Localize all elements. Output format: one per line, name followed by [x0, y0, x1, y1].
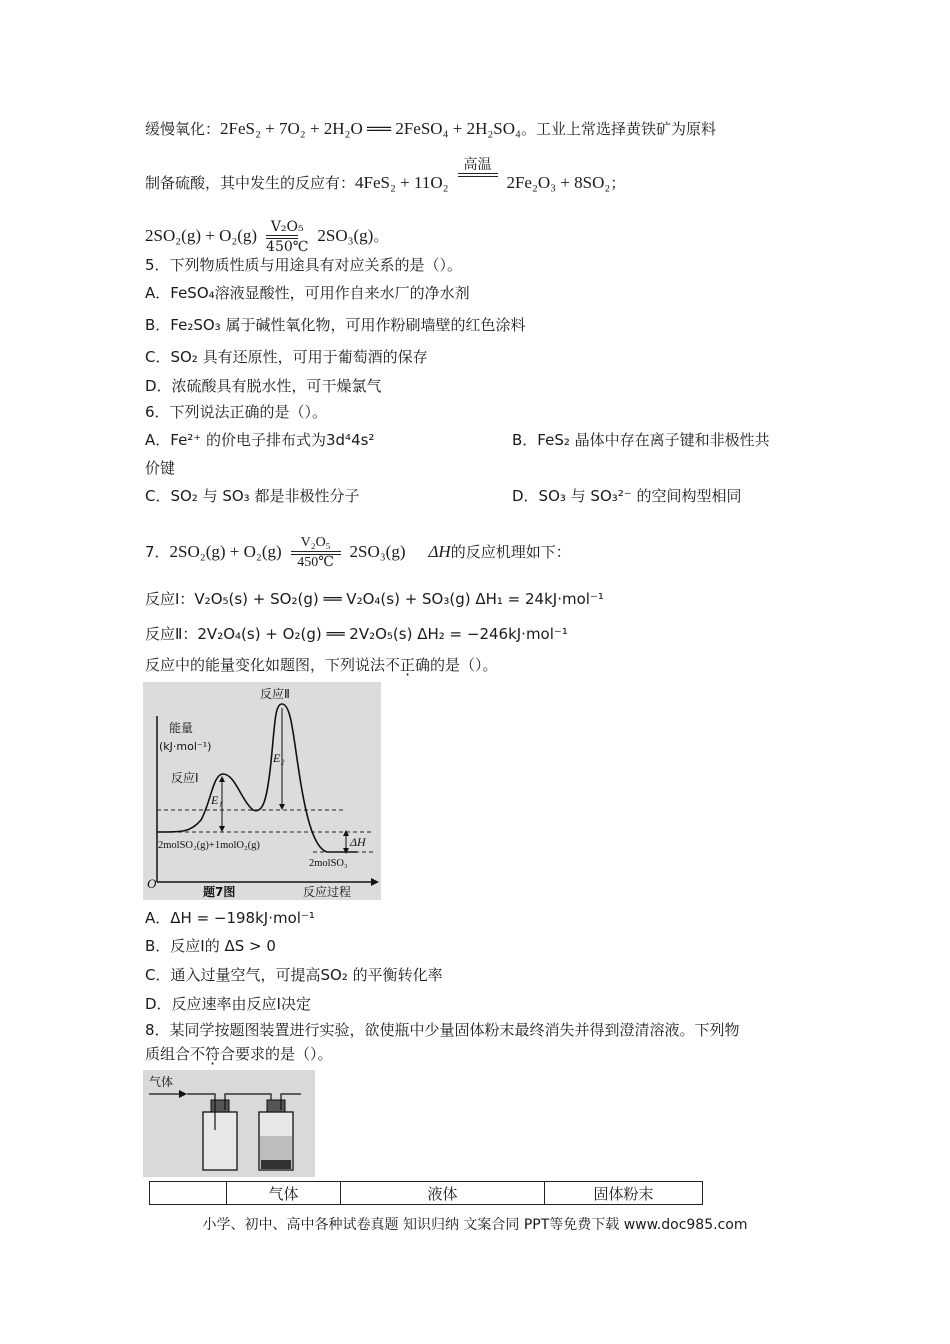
- q8-emphasis-dots: 不符合: [190, 1045, 236, 1063]
- table-row: [150, 1182, 703, 1205]
- x-axis-label: 反应过程: [303, 885, 352, 899]
- q5-option-a: A．FeSO₄溶液显酸性，可用作自来水厂的净水剂: [145, 284, 470, 302]
- q7-option-c: C．通入过量空气，可提高SO₂ 的平衡转化率: [145, 966, 443, 984]
- intro-l2-suffix: ；: [610, 174, 626, 192]
- q6-option-c: C．SO₂ 与 SO₃ 都是非极性分子: [145, 487, 360, 505]
- q7-stem2-b: 的是（）。: [430, 656, 498, 674]
- intro-line-1: [145, 118, 716, 140]
- intro-l2-left: 4FeS₂ + 11O₂: [355, 173, 449, 192]
- e1-label: E₁: [211, 793, 223, 807]
- q7-emphasis-dots: 不正确: [385, 656, 431, 674]
- peak-2-label: 反应Ⅱ: [260, 687, 290, 701]
- q7-option-a: A．ΔH = −198kJ·mol⁻¹: [145, 909, 315, 927]
- table-header-solid: 固体粉末: [545, 1182, 703, 1205]
- apparatus-figure: [143, 1070, 315, 1177]
- q6-option-b-cont: 价键: [145, 459, 176, 477]
- high-temp-label: 高温: [463, 157, 492, 173]
- y-axis-label-2: (kJ·mol⁻¹): [159, 740, 212, 753]
- q6-stem: 6．下列说法正确的是（）。: [145, 403, 328, 421]
- q6-option-b: B．FeS₂ 晶体中存在离子键和非极性共: [512, 431, 770, 449]
- q7-cond-top: V₂O₅: [300, 535, 331, 550]
- intro-l3-left: 2SO₂(g) + O₂(g): [145, 226, 258, 245]
- q7-stem2-a: 反应中的能量变化如题图，下列说法: [145, 656, 386, 674]
- intro-l2-right: 2Fe₂O₃ + 8SO₂: [506, 173, 611, 192]
- intro-line-3: [145, 219, 388, 255]
- catalyst-reversible-arrow: [266, 219, 308, 255]
- intro-l1-prefix: 缓慢氧化：: [145, 120, 221, 138]
- q8-stem-1: 8．某同学按题图装置进行实验，欲使瓶中少量固体粉末最终消失并得到澄清溶液。下列物: [145, 1021, 740, 1039]
- q7-stem-suffix: 的反应机理如下：: [450, 543, 571, 561]
- q8-stem2-b: 要求的是（）。: [235, 1045, 333, 1063]
- q5-option-d: D．浓硫酸具有脱水性，可干燥氯气: [145, 377, 382, 395]
- energy-diagram-figure: [143, 682, 381, 900]
- q7-option-d: D．反应速率由反应Ⅰ决定: [145, 995, 311, 1013]
- intro-l3-cond-top: V₂O₅: [270, 219, 304, 235]
- y-axis-label-1: 能量: [169, 721, 194, 735]
- gas-label: 气体: [149, 1075, 174, 1089]
- bottle-2-powder: [261, 1160, 291, 1169]
- q7-cond-bot: 450℃: [297, 555, 334, 570]
- q7-eq-right: 2SO₃(g): [349, 542, 406, 561]
- q7-stem: [145, 535, 571, 571]
- q7-delta-h: ΔH: [428, 542, 451, 561]
- peak-1-label: 反应Ⅰ: [171, 771, 199, 785]
- figure-title: 题7图: [203, 885, 236, 899]
- q7-catalyst-equals: [291, 535, 341, 571]
- intro-l1-suffix: 。工业上常选择黄铁矿为原料: [520, 120, 716, 138]
- intro-line-2: [145, 157, 626, 202]
- e2-label: E₂: [273, 751, 285, 765]
- q5-stem: 5．下列物质性质与用途具有对应关系的是（）。: [145, 256, 463, 274]
- bottle-1-stopper: [211, 1100, 229, 1112]
- intro-l3-right: 2SO₃(g): [317, 226, 374, 245]
- reactants-label: 2molSO₂(g)+1molO₂(g): [158, 840, 260, 851]
- q8-stem2-a: 质组合: [145, 1045, 191, 1063]
- intro-l3-suffix: 。: [373, 227, 389, 245]
- table-header-blank: [150, 1182, 227, 1205]
- q7-eq-left: 2SO₂(g) + O₂(g): [169, 542, 282, 561]
- bottle-1: [203, 1112, 237, 1170]
- q5-option-c: C．SO₂ 具有还原性，可用于葡萄酒的保存: [145, 348, 428, 366]
- q6-option-d: D．SO₃ 与 SO₃²⁻ 的空间构型相同: [512, 487, 742, 505]
- origin-label: O: [147, 876, 157, 891]
- high-temp-equals: [458, 157, 498, 193]
- q7-stem-2: [145, 654, 498, 676]
- q8-stem-2: [145, 1043, 333, 1065]
- bottle-2-stopper: [267, 1100, 285, 1112]
- q8-options-table: [149, 1181, 703, 1205]
- q7-reaction-2: 反应Ⅱ：2V₂O₄(s) + O₂(g) ══ 2V₂O₅(s) ΔH₂ = −246kJ·mol⁻¹: [145, 625, 568, 643]
- products-label: 2molSO₃: [309, 858, 348, 869]
- intro-l1-equation: 2FeS₂ + 7O₂ + 2H₂O ══ 2FeSO₄ + 2H₂SO₄: [220, 119, 521, 138]
- q7-option-b: B．反应Ⅰ的 ΔS > 0: [145, 937, 276, 955]
- q7-number: 7．: [145, 543, 170, 561]
- dh-label: ΔH: [350, 835, 366, 849]
- page-footer: 小学、初中、高中各种试卷真题 知识归纳 文案合同 PPT等免费下载 www.doc985.com: [202, 1217, 748, 1233]
- intro-l3-cond-bot: 450℃: [266, 239, 309, 255]
- q7-reaction-1: 反应Ⅰ：V₂O₅(s) + SO₂(g) ══ V₂O₄(s) + SO₃(g) ΔH₁ = 24kJ·mol⁻¹: [145, 590, 604, 608]
- table-header-liquid: 液体: [341, 1182, 545, 1205]
- intro-l2-prefix: 制备硫酸，其中发生的反应有：: [145, 174, 356, 192]
- table-header-gas: 气体: [227, 1182, 341, 1205]
- q6-option-a: A．Fe²⁺ 的价电子排布式为3d⁴4s²: [145, 431, 375, 449]
- q5-option-b: B．Fe₂SO₃ 属于碱性氧化物，可用作粉刷墙壁的红色涂料: [145, 316, 526, 334]
